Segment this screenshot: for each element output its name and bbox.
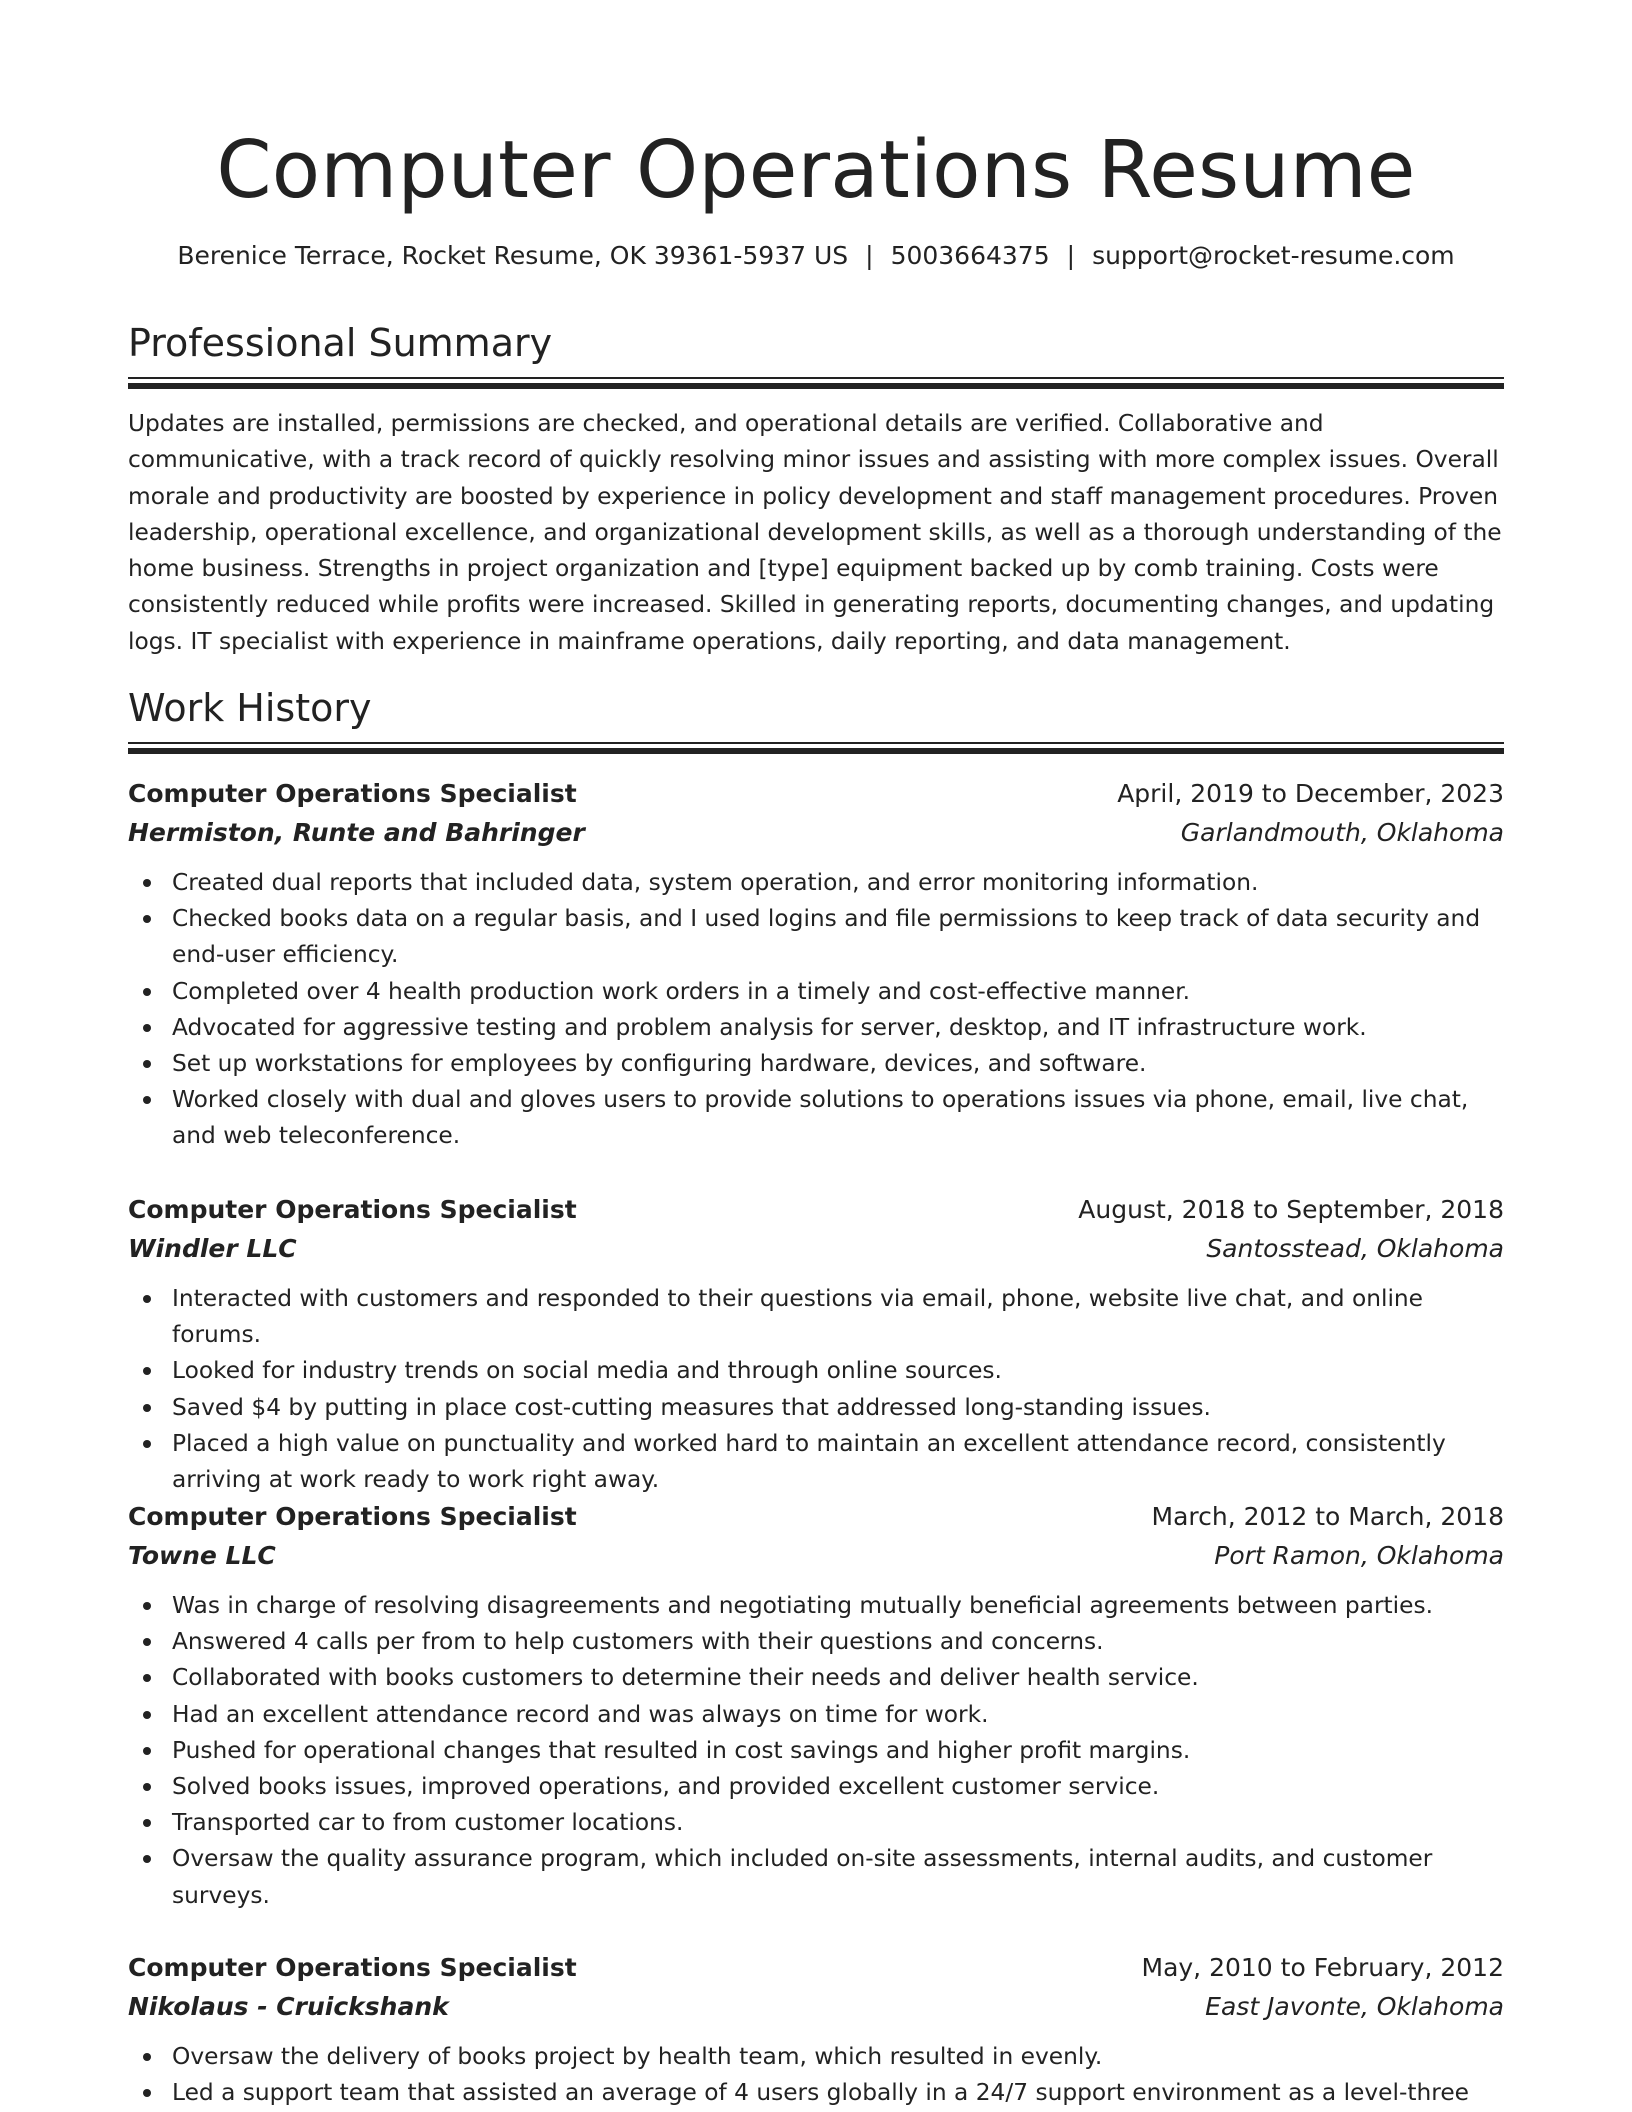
list-item: Was in charge of resolving disagreements and negotiating mutually beneficial agreements between parties.: [128, 1588, 1504, 1624]
list-item: Led a support team that assisted an average of 4 users globally in a 24/7 support environment as a level-three: [128, 2075, 1504, 2111]
list-item: Looked for industry trends on social media and through online sources.: [128, 1353, 1504, 1389]
job-bullet-list: [128, 1588, 1504, 1914]
list-item: Created dual reports that included data, system operation, and error monitoring information.: [128, 865, 1504, 901]
job-entry: [128, 1948, 1504, 2111]
bullet-icon: [143, 1674, 151, 1682]
job-entry: [128, 774, 1504, 1155]
job-bullet-list: [128, 865, 1504, 1155]
summary-text: Updates are installed, permissions are checked, and operational details are verified. Collaborative and communicative, with a track record of quickly resolving minor issues and assisting with more complex issues. Overall morale and productivity are boosted by experience in policy development and staff management procedures. Proven leadership, operational excellence, and organizational development skills, as well as a thorough understanding of the home business. Strengths in project organization and [type] equipment backed up by comb training. Costs were consistently reduced while profits were increased. Skilled in generating reports, documenting changes, and updating logs. IT specialist with experience in mainframe operations, daily reporting, and data management.: [128, 410, 1502, 655]
resume-title: Computer Operations Resume: [216, 124, 1416, 216]
list-item: Pushed for operational changes that resulted in cost savings and higher profit margins.: [128, 1733, 1504, 1769]
summary-heading: Professional Summary: [128, 321, 553, 365]
work-history-heading: Work History: [128, 686, 372, 730]
list-item: Oversaw the quality assurance program, which included on-site assessments, internal audits, and customer surveys.: [128, 1841, 1504, 1913]
summary-divider: [128, 377, 1504, 387]
list-item: Answered 4 calls per from to help customers with their questions and concerns.: [128, 1624, 1504, 1660]
job-dates: April, 2019 to December, 2023: [1117, 779, 1504, 808]
list-item: Transported car to from customer locations.: [128, 1805, 1504, 1841]
contact-phone: 5003664375: [890, 241, 1050, 270]
bullet-icon: [143, 1295, 151, 1303]
bullet-icon: [143, 1096, 151, 1104]
bullet-icon: [143, 879, 151, 887]
bullet-icon: [143, 1060, 151, 1068]
job-entry: [128, 1190, 1504, 1498]
list-item: Collaborated with books customers to determine their needs and deliver health service.: [128, 1660, 1504, 1696]
bullet-icon: [143, 1602, 151, 1610]
bullet-icon: [143, 988, 151, 996]
contact-line: [128, 236, 1504, 276]
list-item: Placed a high value on punctuality and worked hard to maintain an excellent attendance record, consistently arriving at work ready to work right away.: [128, 1426, 1504, 1498]
job-company: Nikolaus - Cruickshank: [128, 1992, 449, 2021]
bullet-icon: [143, 1367, 151, 1375]
list-item: Advocated for aggressive testing and problem analysis for server, desktop, and IT infrastructure work.: [128, 1010, 1504, 1046]
list-item: Oversaw the delivery of books project by health team, which resulted in evenly.: [128, 2039, 1504, 2075]
bullet-icon: [143, 1024, 151, 1032]
bullet-icon: [143, 1783, 151, 1791]
list-item: Interacted with customers and responded to their questions via email, phone, website live chat, and online forums.: [128, 1281, 1504, 1353]
job-title: Computer Operations Specialist: [128, 1502, 577, 1531]
job-entry: [128, 1497, 1504, 1914]
bullet-icon: [143, 1638, 151, 1646]
work-history-divider: [128, 742, 1504, 752]
bullet-icon: [143, 1440, 151, 1448]
bullet-icon: [143, 1747, 151, 1755]
bullet-icon: [143, 1711, 151, 1719]
job-dates: August, 2018 to September, 2018: [1078, 1195, 1504, 1224]
list-item: Had an excellent attendance record and was always on time for work.: [128, 1697, 1504, 1733]
contact-separator: |: [1066, 241, 1076, 270]
job-bullet-list: [128, 2039, 1504, 2111]
list-item: Saved $4 by putting in place cost-cutting measures that addressed long-standing issues.: [128, 1390, 1504, 1426]
list-item: Solved books issues, improved operations, and provided excellent customer service.: [128, 1769, 1504, 1805]
bullet-icon: [143, 2053, 151, 2061]
job-company: Hermiston, Runte and Bahringer: [128, 818, 585, 847]
job-company: Towne LLC: [128, 1541, 276, 1570]
job-location: East Javonte, Oklahoma: [1205, 1992, 1504, 2021]
contact-address: Berenice Terrace, Rocket Resume, OK 39361-5937 US: [177, 241, 849, 270]
bullet-icon: [143, 1855, 151, 1863]
list-item: Checked books data on a regular basis, and I used logins and file permissions to keep track of data security and end-user efficiency.: [128, 901, 1504, 973]
list-item: Completed over 4 health production work orders in a timely and cost-effective manner.: [128, 974, 1504, 1010]
bullet-icon: [143, 915, 151, 923]
contact-email[interactable]: support@rocket-resume.com: [1092, 241, 1455, 270]
list-item: Set up workstations for employees by configuring hardware, devices, and software.: [128, 1046, 1504, 1082]
job-title: Computer Operations Specialist: [128, 1195, 577, 1224]
bullet-icon: [143, 1819, 151, 1827]
job-title: Computer Operations Specialist: [128, 779, 577, 808]
bullet-icon: [143, 2089, 151, 2097]
job-dates: March, 2012 to March, 2018: [1151, 1502, 1504, 1531]
job-location: Garlandmouth, Oklahoma: [1180, 818, 1504, 847]
job-dates: May, 2010 to February, 2012: [1141, 1953, 1504, 1982]
job-title: Computer Operations Specialist: [128, 1953, 577, 1982]
list-item: Worked closely with dual and gloves users to provide solutions to operations issues via phone, email, live chat, and web teleconference.: [128, 1082, 1504, 1154]
job-location: Port Ramon, Oklahoma: [1214, 1541, 1504, 1570]
job-bullet-list: [128, 1281, 1504, 1498]
bullet-icon: [143, 1404, 151, 1412]
job-company: Windler LLC: [128, 1234, 297, 1263]
job-location: Santosstead, Oklahoma: [1206, 1234, 1504, 1263]
contact-separator: |: [865, 241, 874, 270]
